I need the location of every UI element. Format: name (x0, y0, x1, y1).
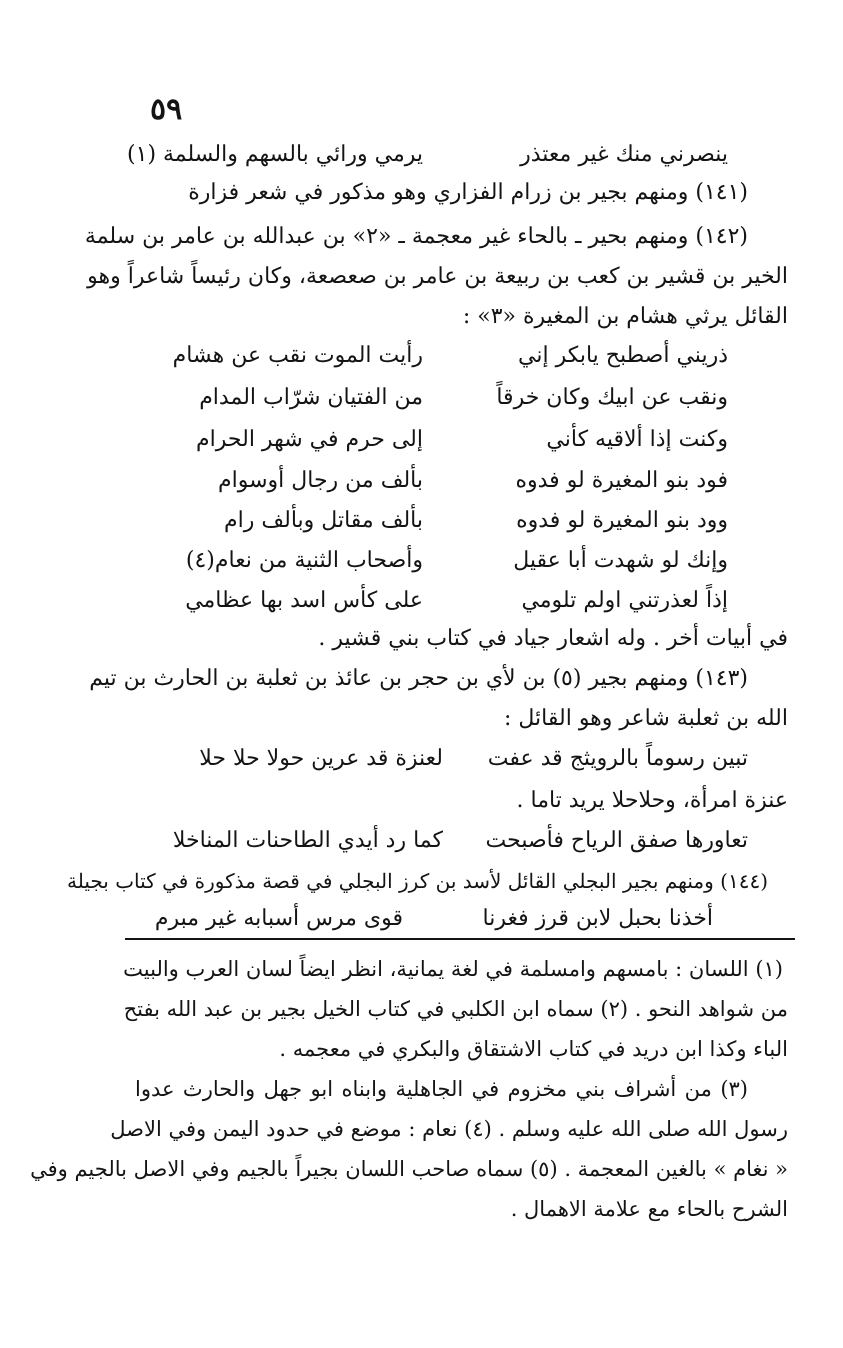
verse-hemistich-left: بألف من رجال أوسوام (218, 468, 423, 493)
verse-hemistich-left: وأصحاب الثنية من نعام(٤) (185, 548, 423, 573)
text-line: الله بن ثعلبة شاعر وهو القائل : (503, 706, 788, 731)
footnote-line: (٣) من أشراف بني مخزوم في الجاهلية وابناه ابو جهل والحارث عدوا (135, 1077, 748, 1101)
footnote-rule (125, 938, 795, 940)
verse-hemistich-right: فود بنو المغيرة لو فدوه (515, 468, 728, 493)
verse-hemistich-right: وود بنو المغيرة لو فدوه (516, 508, 728, 533)
gloss-line: عنزة امرأة، وحلاحلا يريد تاما . (516, 788, 788, 813)
verse-hemistich-right: وإنك لو شهدت أبا عقيل (513, 548, 728, 573)
footnote-line: الشرح بالحاء مع علامة الاهمال . (510, 1197, 788, 1221)
verse-hemistich-right: وكنت إذا ألاقيه كأني (546, 427, 728, 452)
verse-hemistich-right: ينصرني منك غير معتذر (520, 142, 728, 167)
page-number: ٥٩ (150, 92, 183, 127)
entry-141: (١٤١) ومنهم بجير بن زرام الفزاري وهو مذكور في شعر فزارة (188, 180, 748, 205)
entry-142: (١٤٢) ومنهم بحير ـ بالحاء غير معجمة ـ «٢» بن عبدالله بن عامر بن سلمة (84, 224, 748, 249)
entry-144: (١٤٤) ومنهم بجير البجلي القائل لأسد بن كرز البجلي في قصة مذكورة في كتاب بجيلة (67, 869, 768, 893)
verse-hemistich-left: على كأس اسد بها عظامي (185, 588, 423, 613)
footnote-line: الباء وكذا ابن دريد في كتاب الاشتقاق والبكري في معجمه . (279, 1037, 788, 1061)
verse-hemistich-left: لعنزة قد عرين حولا حلا حلا (199, 746, 443, 771)
footnote-line: من شواهد النحو . (٢) سماه ابن الكلبي في كتاب الخيل بجير بن عبد الله بفتح (123, 997, 788, 1021)
verse-hemistich-right: ذريني أصطبح يابكر إني (518, 343, 728, 368)
verse-hemistich-right: تعاورها صفق الرياح فأصبحت (485, 828, 748, 853)
text-line: في أبيات أخر . وله اشعار جياد في كتاب بني قشير . (318, 626, 788, 651)
verse-hemistich-left: يرمي ورائي بالسهم والسلمة (١) (127, 142, 423, 167)
text-line: الخير بن قشير بن كعب بن ربيعة بن عامر بن صعصعة، وكان رئيساً شاعراً وهو (87, 264, 788, 289)
entry-143: (١٤٣) ومنهم بجير (٥) بن لأي بن حجر بن عائذ بن ثعلبة بن الحارث بن تيم (89, 666, 748, 691)
verse-hemistich-left: من الفتيان شرّاب المدام (199, 385, 423, 410)
verse-hemistich-right: تبين رسوماً بالرويثج قد عفت (487, 746, 748, 771)
verse-hemistich-left: رأيت الموت نقب عن هشام (172, 343, 423, 368)
verse-hemistich-left: إلى حرم في شهر الحرام (196, 427, 423, 452)
footnote-line: « نغام » بالغين المعجمة . (٥) سماه صاحب اللسان بجيراً بالجيم وفي الاصل بالجيم وفي (30, 1157, 788, 1181)
footnote-line: (١) اللسان : بامسهم وامسلمة في لغة يمانية، انظر ايضاً لسان العرب والبيت (123, 957, 783, 981)
verse-hemistich-right: إذاً لعذرتني اولم تلومي (521, 588, 728, 613)
verse-hemistich-left: قوى مرس أسبابه غير مبرم (154, 906, 403, 931)
verse-hemistich-left: بألف مقاتل وبألف رام (224, 508, 423, 533)
text-line: القائل يرثي هشام بن المغيرة «٣» : (462, 304, 788, 329)
verse-hemistich-left: كما رد أيدي الطاحنات المناخلا (172, 828, 443, 853)
verse-hemistich-right: أخذنا بحبل لابن قرز فغرنا (482, 906, 713, 931)
footnote-line: رسول الله صلى الله عليه وسلم . (٤) نعام : موضع في حدود اليمن وفي الاصل (110, 1117, 788, 1141)
verse-hemistich-right: ونقب عن ابيك وكان خرقاً (496, 385, 728, 410)
